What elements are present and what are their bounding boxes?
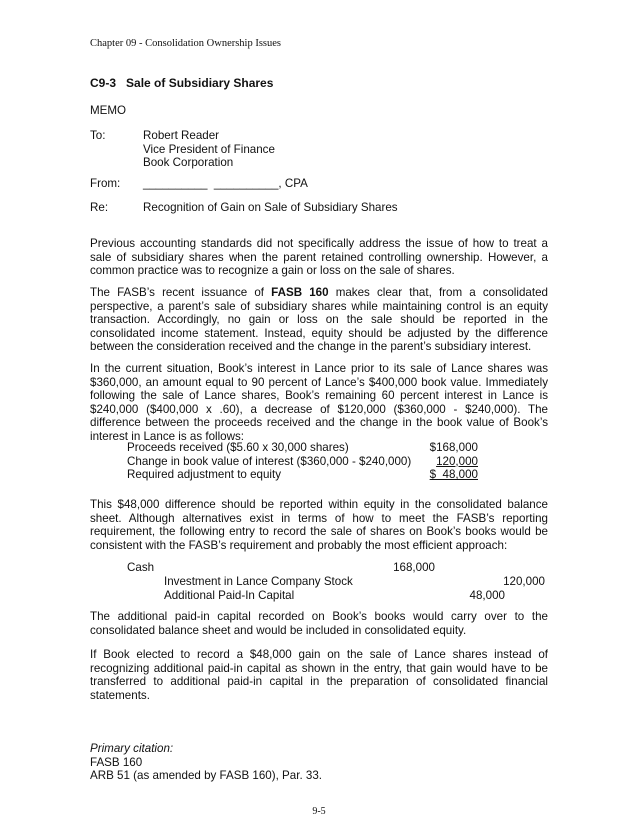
re-value: Recognition of Gain on Sale of Subsidiary Shares (143, 201, 398, 214)
p2-text-before: The FASB’s recent issuance of (90, 286, 272, 299)
citation-heading: Primary citation: (90, 742, 174, 755)
je-credit2-account: Additional Paid-In Capital (164, 589, 295, 602)
citation-block (90, 742, 322, 783)
computation-label-proceeds: Proceeds received ($5.60 x 30,000 shares) (127, 441, 349, 454)
running-head: Chapter 09 - Consolidation Ownership Issues (90, 38, 282, 49)
section-title: C9-3 Sale of Subsidiary Shares (90, 76, 274, 90)
from-label: From: (90, 177, 121, 190)
p2-fasb-bold: FASB 160 (271, 286, 329, 299)
paragraph-difference: This $48,000 difference should be reported within equity in the consolidated balance sheet. Although alternatives exist in terms of how to meet the FASB’s reporting requirement, the following entry to record the sale of shares on Book’s books would be consistent with the FASB’s requirement and probably the most efficient approach: (90, 498, 548, 552)
to-label: To: (90, 129, 106, 142)
computation-label-adjustment: Required adjustment to equity (127, 468, 282, 482)
computation-amount-change: 120,000 (436, 454, 478, 468)
paragraph-alternative-gain: If Book elected to record a $48,000 gain on the sale of Lance shares instead of recognizing additional paid-in capital as shown in the entry, that gain would have to be transferred to additional paid-in capital in the preparation of consolidated financial statements. (90, 648, 548, 702)
je-credit1-account: Investment in Lance Company Stock (164, 575, 353, 588)
computation-amount-adjustment: $ 48,000 (429, 468, 478, 482)
citation-line-fasb: FASB 160 (90, 755, 143, 769)
paragraph-fasb-160 (90, 286, 548, 354)
from-value: __________ __________, CPA (143, 177, 308, 190)
paragraph-carry-over: The additional paid-in capital recorded on Book’s books would carry over to the consolidated balance sheet and would be included in consolidated equity. (90, 610, 548, 637)
paragraph-current-situation: In the current situation, Book’s interest in Lance prior to its sale of Lance shares was $360,000, an amount equal to 90 percent of Lance’s $400,000 book value. Immediately following the sale of Lance shares, Book’s remaining 60 percent interest in Lance is $240,000 ($400,000 x .60), a decrease of $120,000 ($360,000 - $240,000). The difference between the proceeds received and the change in the book value of Book’s interest in Lance is as follows: (90, 362, 548, 443)
to-line-name: Robert Reader (143, 129, 220, 142)
je-credit1-amount: 120,000 (503, 575, 545, 588)
memo-label: MEMO (90, 104, 127, 117)
je-credit2-amount: 48,000 (469, 589, 505, 602)
computation-label-change: Change in book value of interest ($360,000 - $240,000) (127, 454, 412, 468)
re-label: Re: (90, 201, 109, 214)
je-debit-account: Cash (127, 561, 155, 574)
to-line-company: Book Corporation (143, 156, 234, 170)
page-number: 9-5 (312, 806, 326, 817)
citation-line-arb: ARB 51 (as amended by FASB 160), Par. 33. (90, 769, 323, 783)
p2-text-after: makes clear that, from a consolidated perspective, a parent’s sale of subsidiary shares while maintaining control is an equity transaction. Accordingly, no gain or loss on the sale should be reported in the consolidated income statement. Instead, equity should be adjusted by the difference between the consideration received and the change in the parent’s subsidiary interest. (90, 286, 548, 354)
je-debit-amount: 168,000 (393, 561, 435, 574)
paragraph-previous-standards: Previous accounting standards did not specifically address the issue of how to treat a sale of subsidiary shares when the parent retained controlling ownership. However, a common practice was to recognize a gain or loss on the sale of shares. (90, 237, 548, 278)
computation-amount-proceeds: $168,000 (429, 441, 478, 454)
to-line-title: Vice President of Finance (143, 142, 275, 156)
